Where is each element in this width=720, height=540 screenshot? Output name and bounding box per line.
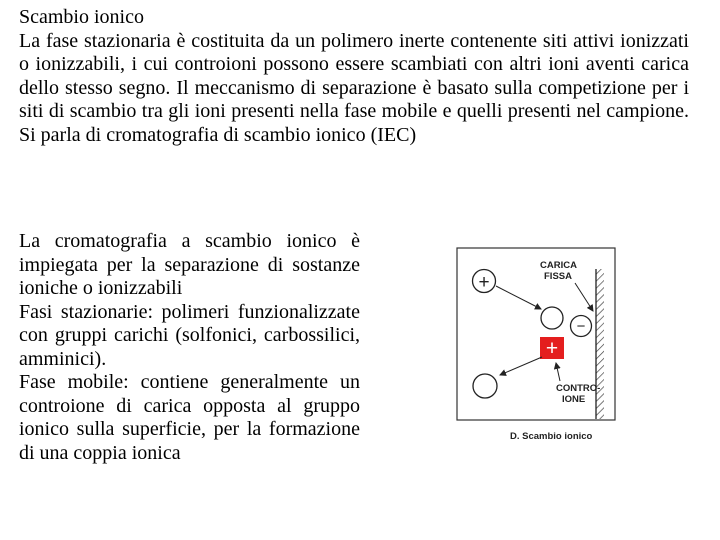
- fixed-charge-pointer: [575, 283, 593, 311]
- intro-section: [19, 6, 689, 147]
- counter-ion-label-line2: IONE: [562, 394, 586, 405]
- fixed-charge-label-line2: FISSA: [544, 271, 572, 282]
- incoming-ion-plus: +: [478, 272, 490, 293]
- minus-sign: −: [576, 318, 586, 335]
- diagram-svg: [450, 243, 625, 450]
- departing-arrow: [500, 357, 542, 375]
- counter-ion-pointer: [556, 363, 560, 381]
- stationary-surface: [596, 269, 604, 419]
- description-column: [19, 230, 360, 465]
- figure-caption: D. Scambio ionico: [510, 431, 593, 442]
- departing-ion: [473, 374, 497, 398]
- fixed-charge-label-line1: CARICA: [540, 260, 577, 271]
- ion-exchange-diagram: [450, 243, 625, 450]
- counter-ion-plus: +: [545, 337, 559, 360]
- usage-paragraph: La cromatografia a scambio ionico è impiegata per la separazione di sostanze ioniche o ionizzabili: [19, 230, 360, 299]
- intro-paragraph: La fase stazionaria è costituita da un polimero inerte contenente siti attivi ionizzati o ionizzabili, i cui controioni possono essere scambiati con altri ioni aventi carica dello stesso segno. Il meccanismo di separazione è basato sulla competizione per i siti di scambio tra gli ioni presenti nella fase mobile e quelli presenti nel campione. Si parla di cromatografia di scambio ionico (IEC): [19, 29, 689, 146]
- mobile-phase-paragraph: Fase mobile: contiene generalmente un controione di carica opposta al gruppo ionico sulla superficie, per la formazione di una coppia ionica: [19, 371, 360, 464]
- section-title: Scambio ionico: [19, 6, 144, 28]
- incoming-arrow: [496, 286, 541, 309]
- bound-ion: [541, 307, 563, 329]
- stationary-phase-paragraph: Fasi stazionarie: polimeri funzionalizzate con gruppi carichi (solfonici, carbossilici, amminici).: [19, 300, 360, 370]
- counter-ion-label-line1: CONTRO-: [556, 383, 601, 394]
